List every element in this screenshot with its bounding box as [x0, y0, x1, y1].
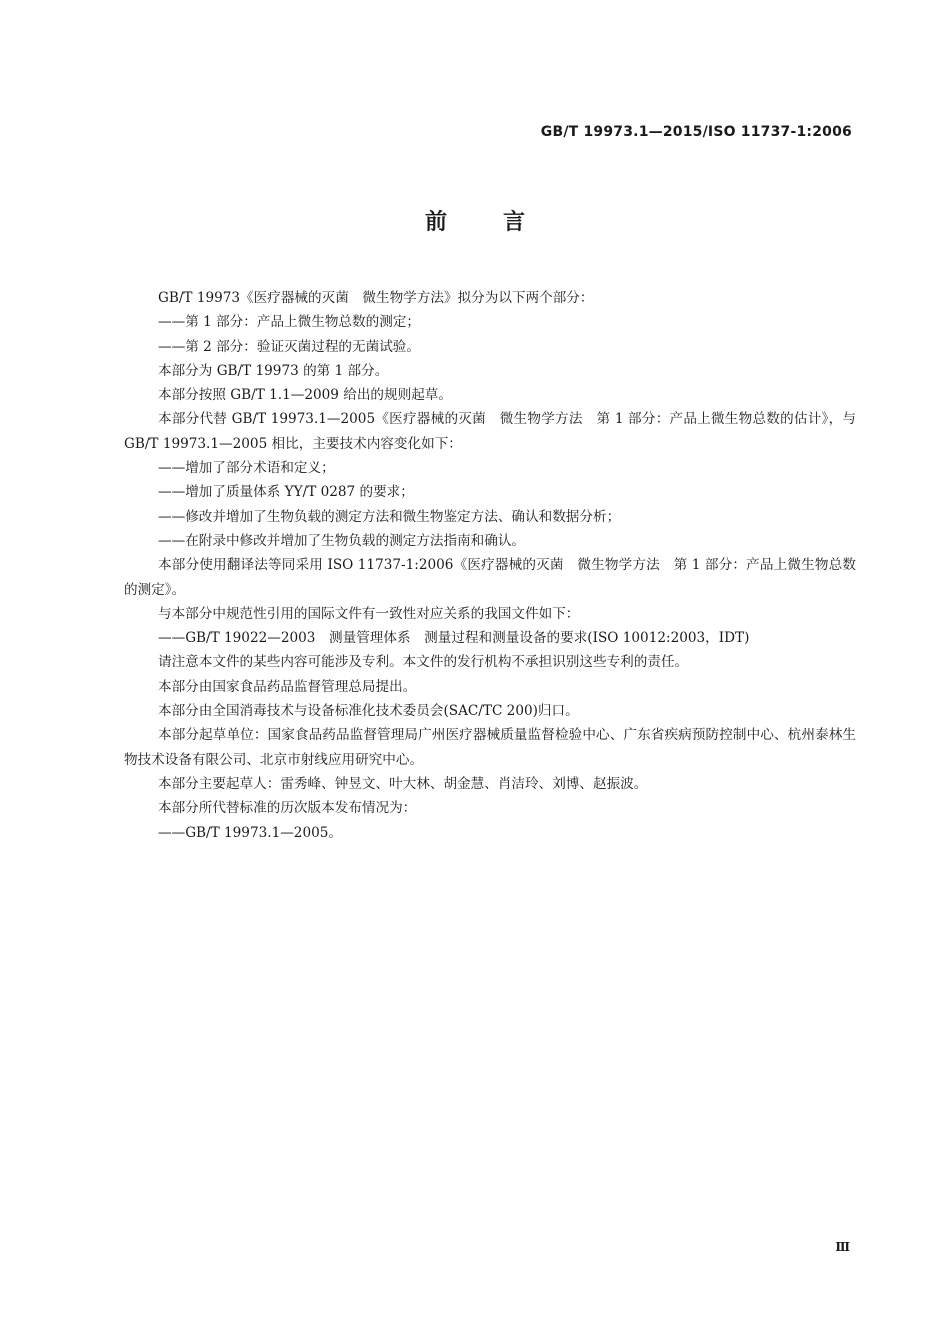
paragraph: 本部分代替 GB/T 19973.1—2005《医疗器械的灭菌 微生物学方法 第 1 部分：产品上微生物总数的估计》，与 GB/T 19973.1—2005 相比，主要技术内容变化如下： [124, 411, 856, 452]
paragraph: 请注意本文件的某些内容可能涉及专利。本文件的发行机构不承担识别这些专利的责任。 [158, 654, 689, 671]
paragraph: 本部分由全国消毒技术与设备标准化技术委员会(SAC/TC 200)归口。 [158, 703, 579, 720]
paragraph: 与本部分中规范性引用的国际文件有一致性对应关系的我国文件如下： [158, 605, 580, 622]
paragraph: 本部分所代替标准的历次版本发布情况为： [158, 800, 417, 817]
paragraph: ——增加了部分术语和定义； [158, 460, 335, 477]
paragraph: ——GB/T 19022—2003 测量管理体系 测量过程和测量设备的要求(ISO 10012:2003，IDT) [158, 630, 750, 647]
paragraph: 本部分使用翻译法等同采用 ISO 11737-1:2006《医疗器械的灭菌 微生物学方法 第 1 部分：产品上微生物总数的测定》。 [124, 557, 856, 598]
paragraph: 本部分为 GB/T 19973 的第 1 部分。 [158, 362, 389, 379]
paragraph: 本部分由国家食品药品监督管理总局提出。 [158, 678, 417, 695]
page-number: Ⅲ [835, 1240, 850, 1254]
paragraph: 本部分主要起草人：雷秀峰、钟昱文、叶大林、胡金慧、肖洁玲、刘博、赵振波。 [158, 775, 648, 792]
paragraph: GB/T 19973《医疗器械的灭菌 微生物学方法》拟分为以下两个部分： [158, 290, 594, 306]
paragraph: ——修改并增加了生物负载的测定方法和微生物鉴定方法、确认和数据分析； [158, 508, 621, 525]
page-title: 前言 [424, 210, 581, 235]
paragraph: ——第 1 部分：产品上微生物总数的测定； [158, 314, 420, 331]
foreword-body [124, 286, 856, 845]
paragraph: ——增加了质量体系 YY/T 0287 的要求； [158, 484, 414, 501]
paragraph: ——GB/T 19973.1—2005。 [158, 824, 343, 841]
standard-code: GB/T 19973.1—2015/ISO 11737-1:2006 [540, 124, 852, 140]
paragraph: ——在附录中修改并增加了生物负载的测定方法指南和确认。 [158, 532, 526, 549]
paragraph: 本部分按照 GB/T 1.1—2009 给出的规则起草。 [158, 387, 452, 404]
paragraph: 本部分起草单位：国家食品药品监督管理局广州医疗器械质量监督检验中心、广东省疾病预防控制中心、杭州泰林生物技术设备有限公司、北京市射线应用研究中心。 [124, 727, 856, 768]
paragraph: ——第 2 部分：验证灭菌过程的无菌试验。 [158, 338, 420, 355]
